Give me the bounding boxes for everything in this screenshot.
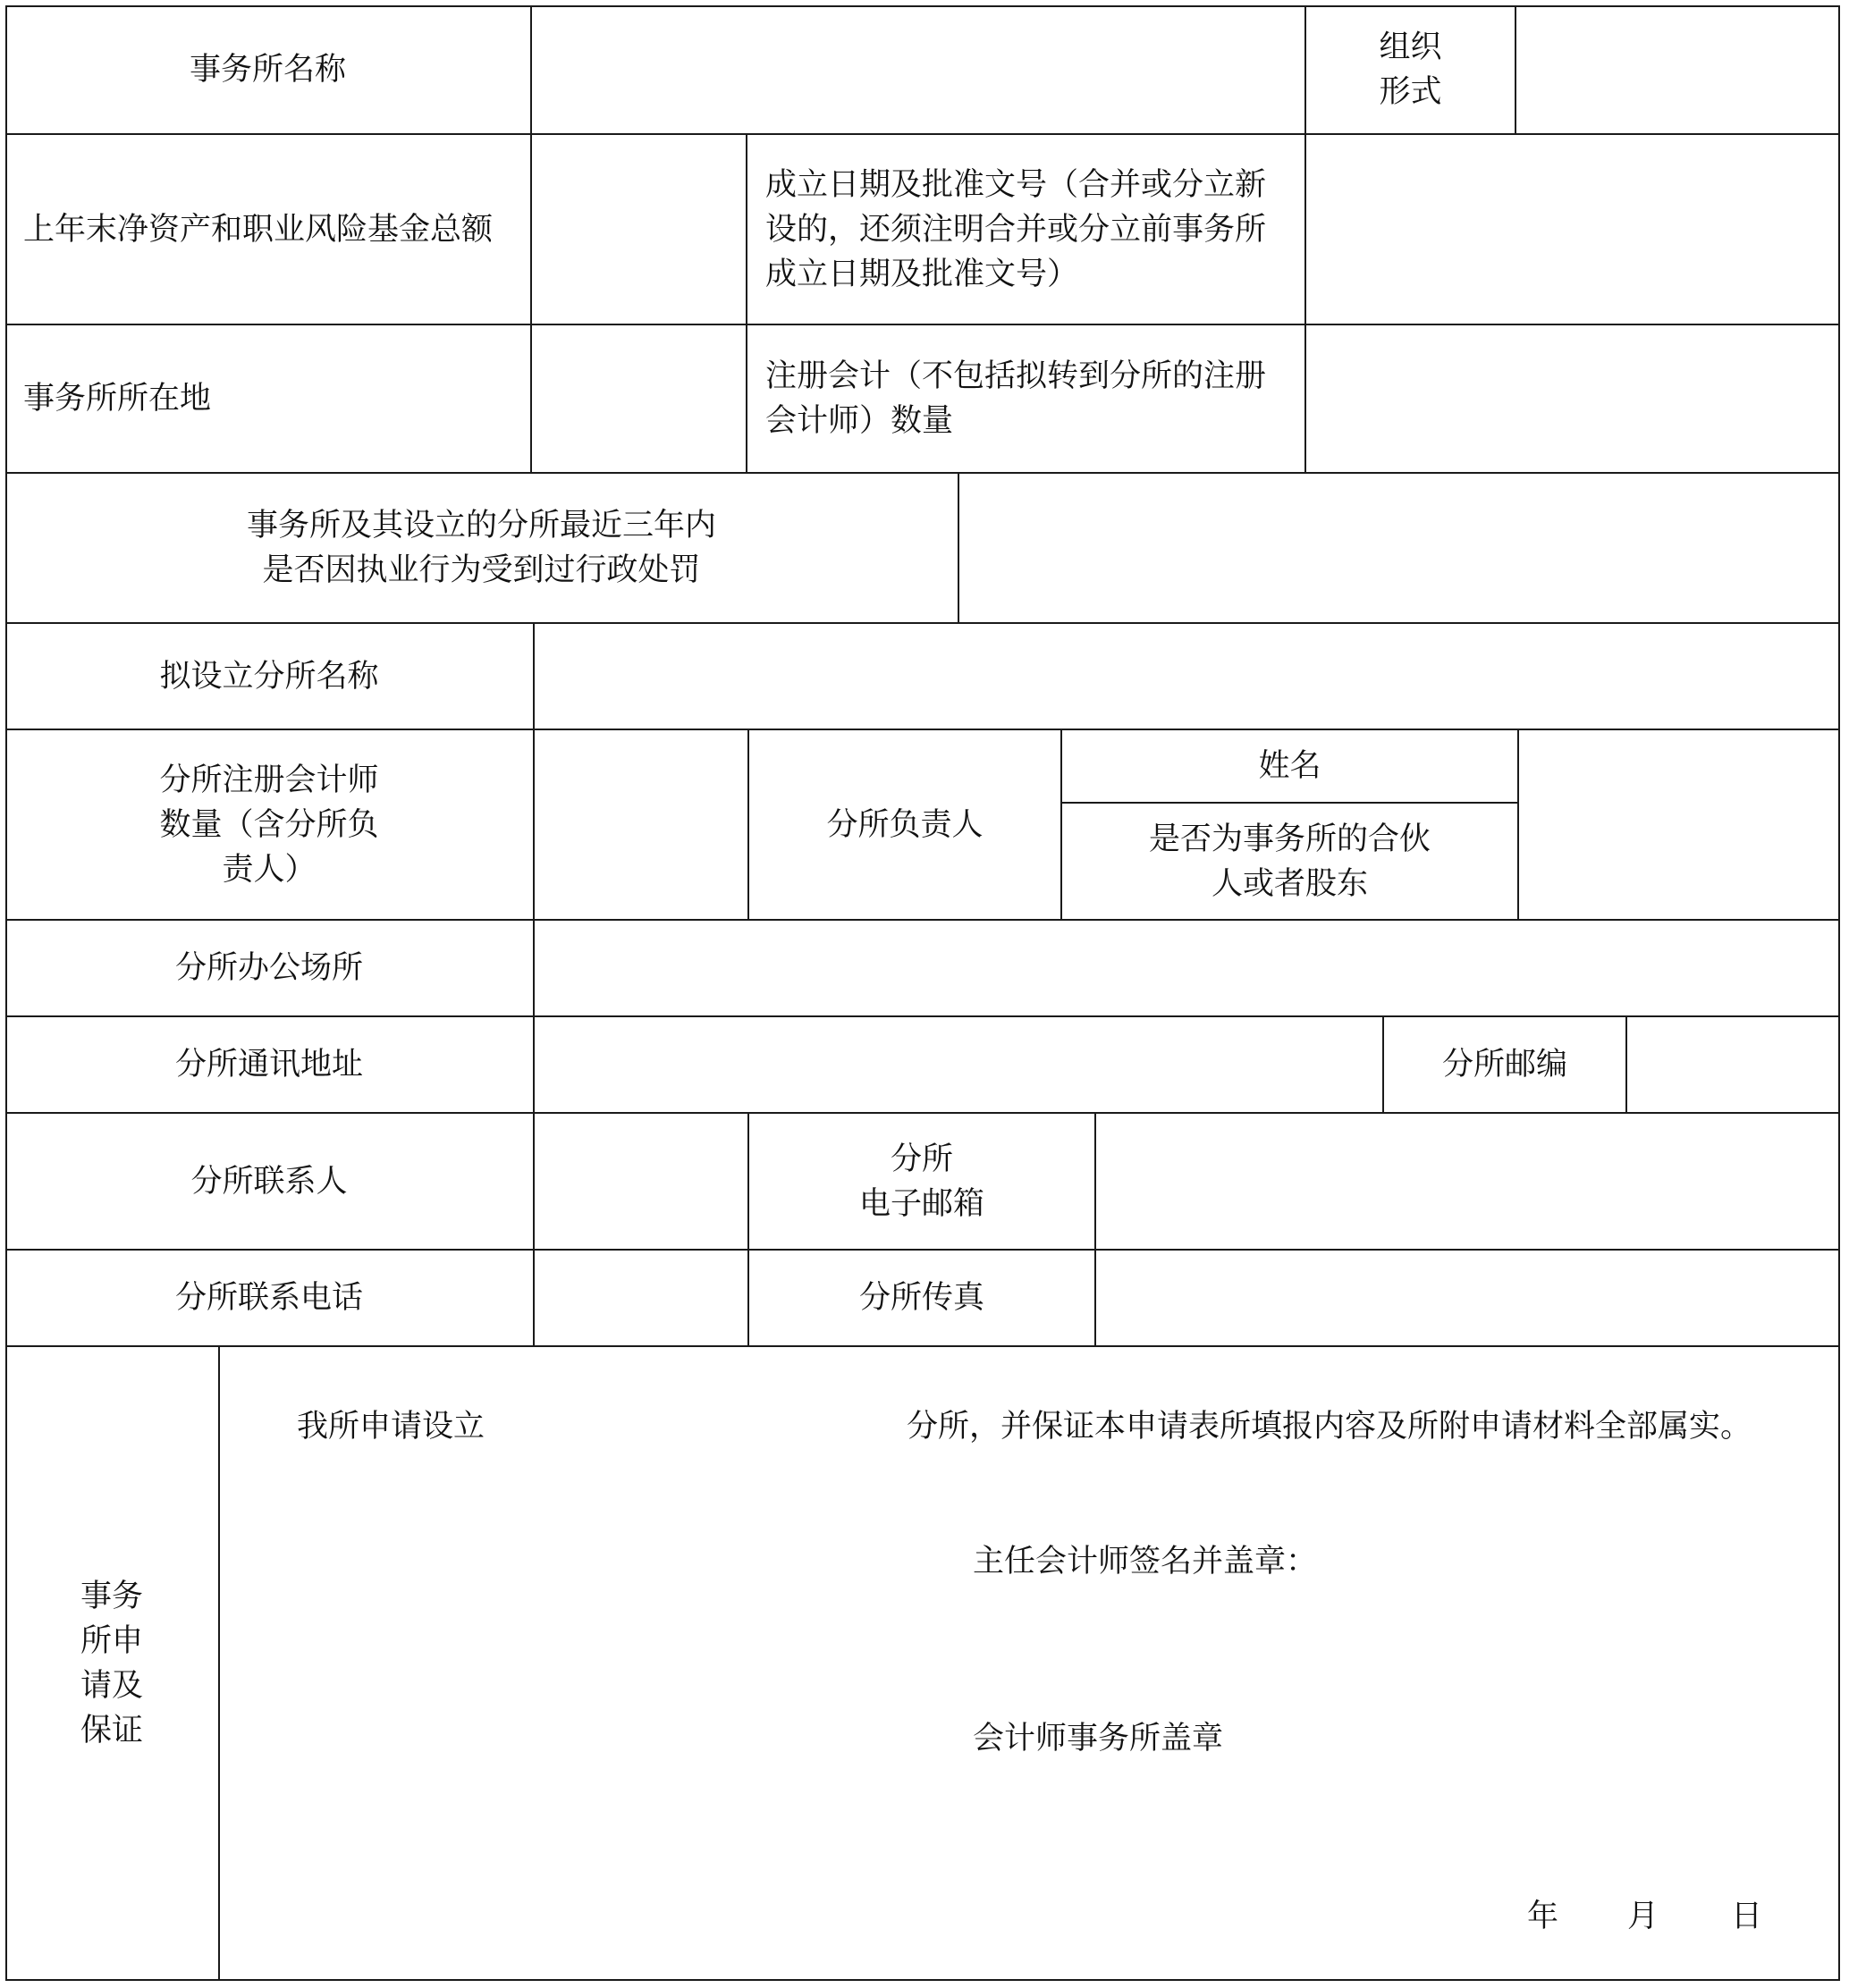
email-label: 分所 电子邮箱 [858, 1141, 984, 1222]
office-label: 分所办公场所 [174, 950, 363, 986]
date-month: 月 [1627, 1899, 1659, 1934]
branch-cpa-count-label: 分所注册会计师 数量（含分所负 责人） [159, 762, 379, 888]
guarantee-label: 事务 所申 请及 保证 [80, 1578, 143, 1748]
location-field[interactable] [532, 325, 746, 472]
border-right [1838, 5, 1840, 1981]
branch-name-field[interactable] [535, 624, 1838, 729]
founding-field[interactable] [1306, 135, 1838, 324]
postcode-label: 分所邮编 [1441, 1047, 1567, 1082]
firm-name-field[interactable] [532, 5, 1304, 133]
org-form-field[interactable] [1516, 5, 1838, 133]
col-divider [218, 1345, 220, 1981]
office-field[interactable] [535, 921, 1838, 1015]
location-label: 事务所所在地 [23, 381, 212, 417]
head-partner-label: 是否为事务所的合伙 人或者股东 [1148, 821, 1431, 902]
org-form-label: 组织 形式 [1379, 29, 1442, 110]
firm-name-label: 事务所名称 [189, 51, 346, 88]
postcode-field[interactable] [1627, 1017, 1838, 1112]
address-field[interactable] [535, 1017, 1382, 1112]
cpa-count-field[interactable] [1306, 325, 1838, 472]
date-day: 日 [1731, 1899, 1763, 1934]
email-field[interactable] [1096, 1114, 1838, 1249]
net-assets-field[interactable] [532, 135, 746, 324]
fax-label: 分所传真 [858, 1280, 984, 1316]
phone-label: 分所联系电话 [174, 1280, 363, 1316]
head-name-label: 姓名 [1258, 748, 1321, 784]
branch-head-field[interactable] [1519, 730, 1838, 919]
penalty-label: 事务所及其设立的分所最近三年内 是否因执业行为受到过行政处罚 [246, 508, 716, 588]
branch-name-blank[interactable] [506, 1404, 899, 1449]
cpa-count-label: 注册会计（不包括拟转到分所的注册会计师）数量 [765, 358, 1267, 439]
net-assets-label: 上年末净资产和职业风险基金总额 [23, 211, 494, 248]
date-year: 年 [1527, 1899, 1559, 1934]
address-label: 分所通讯地址 [174, 1047, 363, 1082]
row-divider [5, 1345, 1840, 1347]
contact-field[interactable] [535, 1114, 747, 1249]
founding-label: 成立日期及批准文号（合并或分立新设的，还须注明合并或分立前事务所成立日期及批准文号） [765, 166, 1267, 292]
branch-application-form [5, 5, 1840, 1981]
branch-head-label: 分所负责人 [826, 806, 984, 843]
penalty-field[interactable] [959, 474, 1838, 622]
border-bottom [5, 1979, 1840, 1981]
branch-name-label: 拟设立分所名称 [159, 658, 379, 695]
statement-end: 分所，并保证本申请表所填报内容及所附申请材料全部属实。 [907, 1409, 1752, 1445]
statement-start: 我所申请设立 [297, 1409, 485, 1445]
seal-label: 会计师事务所盖章 [973, 1721, 1224, 1756]
contact-label: 分所联系人 [190, 1163, 348, 1200]
signature-label: 主任会计师签名并盖章： [973, 1544, 1318, 1579]
fax-field[interactable] [1096, 1251, 1838, 1345]
branch-cpa-count-field[interactable] [535, 730, 747, 919]
phone-field[interactable] [535, 1251, 747, 1345]
